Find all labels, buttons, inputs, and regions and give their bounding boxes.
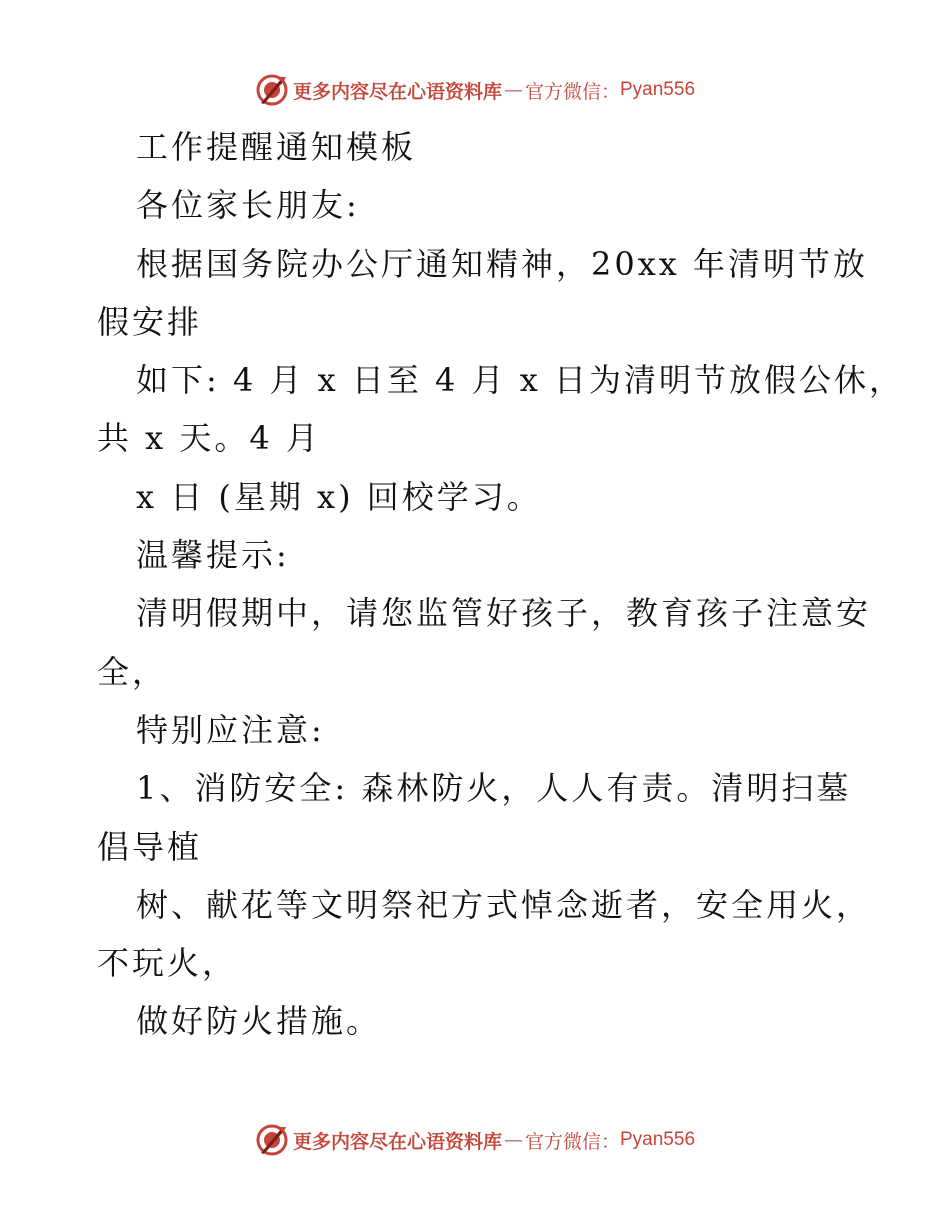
paragraph-line: 假安排 xyxy=(97,302,203,341)
watermark-wechat-label: 官方微信： xyxy=(524,80,620,103)
watermark-separator: — xyxy=(503,79,523,101)
paragraph-line: 做好防火措施。 xyxy=(136,1002,382,1041)
paragraph-line: 清明假期中，请您监管好孩子，教育孩子注意安 xyxy=(136,594,872,633)
watermark-footer xyxy=(0,1120,950,1160)
watermark-wechat-id: Pyan556 xyxy=(620,1129,696,1150)
section-heading: 特别应注意: xyxy=(136,710,325,749)
document-body xyxy=(97,118,904,1051)
paragraph-line: 共 x 天。4 月 xyxy=(97,419,321,458)
paragraph-line: 如下: 4 月 x 日至 4 月 x 日为清明节放假公休， xyxy=(136,361,904,400)
section-heading: 温馨提示: xyxy=(136,536,290,575)
paragraph-line: x 日 (星期 x) 回校学习。 xyxy=(136,477,542,516)
watermark-brand-text: 更多内容尽在心语资料库 xyxy=(292,80,502,103)
quill-logo-icon xyxy=(255,1123,289,1157)
watermark-separator: — xyxy=(503,1129,523,1151)
paragraph-line: 不玩火， xyxy=(97,944,238,983)
watermark-brand-text: 更多内容尽在心语资料库 xyxy=(292,1130,502,1153)
paragraph-line: 根据国务院办公厅通知精神，20xx 年清明节放 xyxy=(136,244,868,283)
watermark-header xyxy=(0,70,950,110)
watermark-wechat-label: 官方微信： xyxy=(524,1130,620,1153)
paragraph-line: 全， xyxy=(97,652,168,691)
document-title: 工作提醒通知模板 xyxy=(136,128,417,166)
quill-logo-icon xyxy=(255,73,289,107)
paragraph-line: 树、献花等文明祭祀方式悼念逝者，安全用火， xyxy=(136,885,872,924)
list-item-continuation: 倡导植 xyxy=(97,827,203,866)
salutation: 各位家长朋友: xyxy=(136,186,360,225)
watermark-wechat-id: Pyan556 xyxy=(620,79,696,100)
list-item: 1、消防安全: 森林防火，人人有责。清明扫墓 xyxy=(136,769,852,808)
